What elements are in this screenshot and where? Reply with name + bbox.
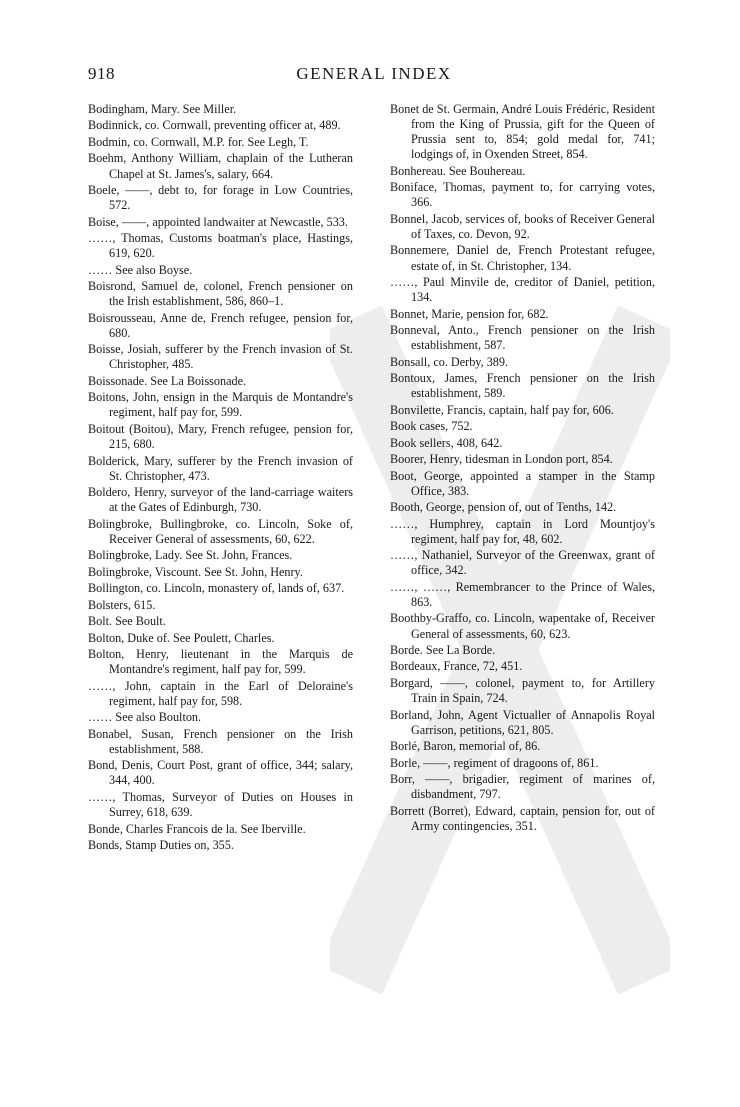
index-entry: Bonet de St. Germain, André Louis Frédéric, Resident from the King of Prussia, gift for the Queen of Prussia sent to, 854; gold medal for, 741; lodgings of, in Oxenden Street, 854. bbox=[390, 102, 655, 162]
index-entry: ……, Thomas, Surveyor of Duties on Houses in Surrey, 618, 639. bbox=[88, 789, 353, 820]
index-entry: Bonhereau. See Bouhereau. bbox=[390, 163, 526, 178]
index-entry: Bond, Denis, Court Post, grant of office, 344; salary, 344, 400. bbox=[88, 758, 353, 788]
index-entry: Boorer, Henry, tidesman in London port, 854. bbox=[390, 452, 613, 467]
index-entry: ……, ……, Remembrancer to the Prince of Wales, 863. bbox=[390, 579, 655, 609]
index-entry: Bonnemere, Daniel de, French Protestant refugee, estate of, in St. Christopher, 134. bbox=[390, 243, 655, 273]
index-entry: Borgard, ——, colonel, payment to, for Artillery Train in Spain, 724. bbox=[390, 675, 655, 706]
index-entry: Borr, ——, brigadier, regiment of marines of, disbandment, 797. bbox=[390, 772, 655, 802]
index-entry: Boisrond, Samuel de, colonel, French pensioner on the Irish establishment, 586, 860–1. bbox=[88, 279, 353, 309]
index-entry: Boitout (Boitou), Mary, French refugee, pension for, 215, 680. bbox=[88, 421, 353, 452]
page-number: 918 bbox=[88, 64, 115, 83]
index-entry: Borde. See La Borde. bbox=[390, 643, 496, 657]
index-entry: Boissonade. See La Boissonade. bbox=[88, 373, 247, 388]
index-entry: Bolton, Henry, lieutenant in the Marquis de Montandre's regiment, half pay for, 599. bbox=[88, 647, 353, 677]
index-entry: Bodingham, Mary. See Miller. bbox=[88, 102, 237, 116]
index-entry: Boothby-Graffo, co. Lincoln, wapentake of, Receiver General of assessments, 60, 623. bbox=[390, 611, 655, 641]
index-entry: …… See also Boyse. bbox=[88, 262, 193, 277]
index-entry: Boldero, Henry, surveyor of the land-carriage waiters at the Gates of Edinburgh, 730. bbox=[88, 485, 353, 515]
index-entry: Borland, John, Agent Victualler of Annapolis Royal Garrison, petitions, 621, 805. bbox=[390, 707, 655, 737]
index-entry: Borlé, Baron, memorial of, 86. bbox=[390, 739, 541, 754]
index-entry: Boitons, John, ensign in the Marquis de Montandre's regiment, half pay for, 599. bbox=[88, 390, 353, 420]
index-entry: Bonnet, Marie, pension for, 682. bbox=[390, 306, 549, 321]
index-entry: Bodmin, co. Cornwall, M.P. for. See Legh, T. bbox=[88, 134, 309, 149]
index-entry: Bonds, Stamp Duties on, 355. bbox=[88, 838, 234, 853]
right-index-column bbox=[390, 102, 655, 835]
index-entry: Bolderick, Mary, sufferer by the French invasion of St. Christopher, 473. bbox=[88, 453, 353, 483]
index-entry: ……, Nathaniel, Surveyor of the Greenwax, grant of office, 342. bbox=[390, 548, 655, 578]
index-entry: Bordeaux, France, 72, 451. bbox=[390, 659, 523, 674]
index-entry: Bolt. See Boult. bbox=[88, 614, 166, 629]
index-entry: Boehm, Anthony William, chaplain of the Lutheran Chapel at St. James's, salary, 664. bbox=[88, 151, 353, 181]
index-entry: Bolingbroke, Lady. See St. John, Frances. bbox=[88, 548, 293, 563]
index-entry: Boniface, Thomas, payment to, for carrying votes, 366. bbox=[390, 180, 655, 210]
index-entry: Bollington, co. Lincoln, monastery of, lands of, 637. bbox=[88, 581, 345, 596]
index-entry: Boisrousseau, Anne de, French refugee, pension for, 680. bbox=[88, 310, 353, 340]
index-entry: ……, Humphrey, captain in Lord Mountjoy's regiment, half pay for, 48, 602. bbox=[390, 516, 655, 546]
index-entry: Bonvilette, Francis, captain, half pay for, 606. bbox=[390, 402, 614, 417]
index-entry: Bolingbroke, Bullingbroke, co. Lincoln, Soke of, Receiver General of assessments, 60, 622. bbox=[88, 516, 353, 546]
index-entry: Bonneval, Anto., French pensioner on the Irish establishment, 587. bbox=[390, 323, 655, 353]
index-entry: Boele, ——, debt to, for forage in Low Countries, 572. bbox=[88, 183, 353, 213]
index-entry: Bolingbroke, Viscount. See St. John, Henry. bbox=[88, 564, 303, 579]
page-header bbox=[88, 64, 660, 88]
index-entry: Book cases, 752. bbox=[390, 419, 473, 434]
index-entry: Bolsters, 615. bbox=[88, 597, 156, 612]
index-entry: Bonnel, Jacob, services of, books of Receiver General of Taxes, co. Devon, 92. bbox=[390, 211, 655, 241]
index-entry: Boot, George, appointed a stamper in the Stamp Office, 383. bbox=[390, 468, 655, 498]
index-entry: ……, Thomas, Customs boatman's place, Hastings, 619, 620. bbox=[88, 231, 353, 261]
index-entry: Bonde, Charles Francois de la. See Iberville. bbox=[88, 821, 306, 836]
running-head: GENERAL INDEX bbox=[296, 64, 452, 83]
index-entry: Boisse, Josiah, sufferer by the French invasion of St. Christopher, 485. bbox=[88, 342, 353, 372]
index-entry: ……, Paul Minvile de, creditor of Daniel, petition, 134. bbox=[390, 274, 655, 305]
index-entry: Bolton, Duke of. See Poulett, Charles. bbox=[88, 630, 275, 645]
index-entry: Bontoux, James, French pensioner on the Irish establishment, 589. bbox=[390, 371, 655, 401]
index-entry: Borle, ——, regiment of dragoons of, 861. bbox=[390, 755, 599, 770]
index-entry: Book sellers, 408, 642. bbox=[390, 435, 503, 450]
index-entry: ……, John, captain in the Earl of Deloraine's regiment, half pay for, 598. bbox=[88, 678, 353, 708]
index-entry: Borrett (Borret), Edward, captain, pension for, out of Army contingencies, 351. bbox=[390, 803, 655, 833]
index-entry: Bonabel, Susan, French pensioner on the Irish establishment, 588. bbox=[88, 726, 353, 756]
left-index-column bbox=[88, 102, 353, 855]
index-entry: Bonsall, co. Derby, 389. bbox=[390, 354, 509, 369]
index-entry: Boise, ——, appointed landwaiter at Newcastle, 533. bbox=[88, 214, 348, 229]
index-entry: …… See also Boulton. bbox=[88, 710, 202, 725]
index-entry: Booth, George, pension of, out of Tenths, 142. bbox=[390, 500, 617, 515]
index-entry: Bodinnick, co. Cornwall, preventing officer at, 489. bbox=[88, 118, 341, 133]
